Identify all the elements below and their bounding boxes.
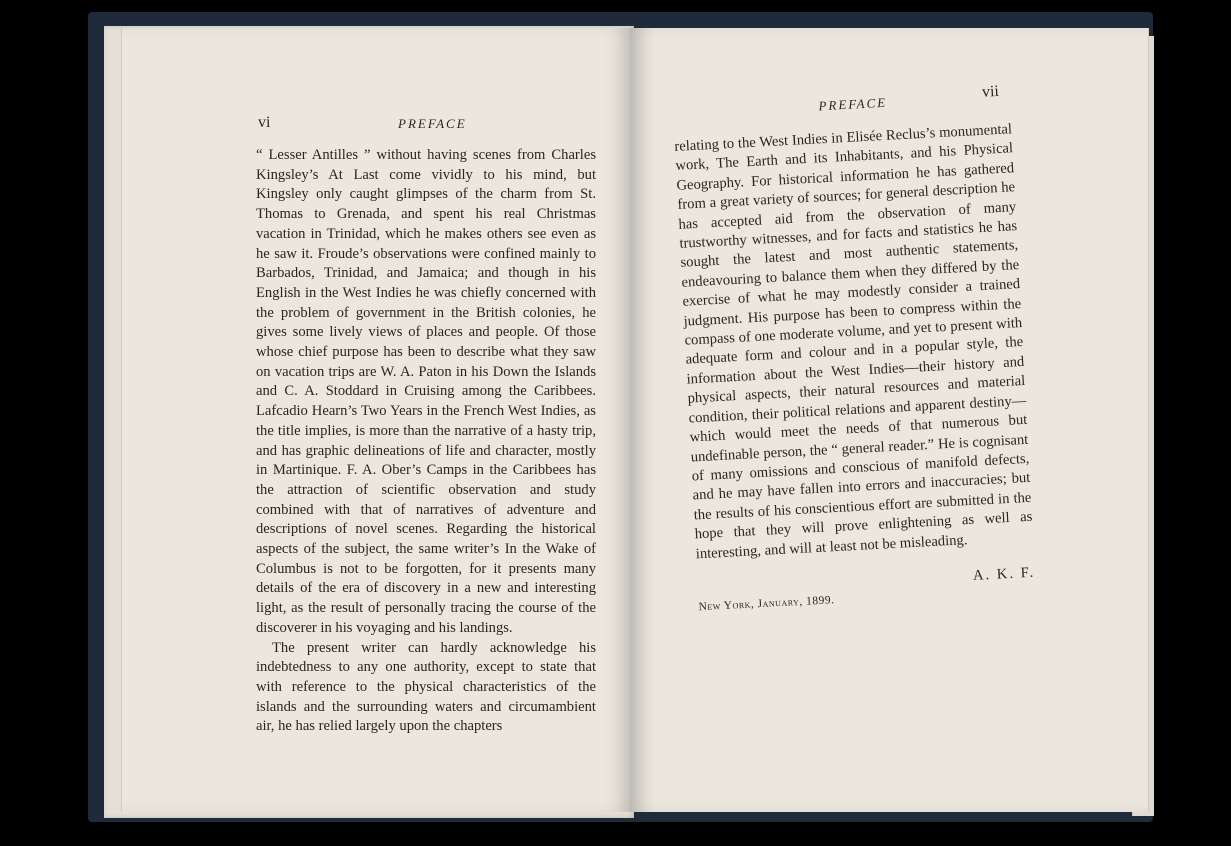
- left-page-header: [256, 114, 596, 136]
- left-page-content: [256, 114, 596, 737]
- right-page-content: [672, 82, 1036, 613]
- paragraph: “ Lesser Antilles ” without having scenes from Charles Kingsley’s At Last come vividly to his mind, but Kingsley only caught glimpses of the charm from St. Thomas to Grenada, and spent his real Christmas vacation in Trinidad, which he makes others see even as he saw it. Froude’s observations were confined mainly to Barbados, Trinidad, and Jamaica; and though in his English in the West Indies he was chiefly concerned with the problem of government in the British colonies, he gives some lively views of places and people. Of those whose chief purpose has been to describe what they saw on vacation trips are W. A. Paton in his Down the Islands and C. A. Stoddard in Cruising among the Caribbees. Lafcadio Hearn’s Two Years in the French West Indies, as the title implies, is more than the narrative of a hasty trip, and has graphic delineations of life and character, mostly in Martinique. F. A. Ober’s Camps in the Caribbees has the attraction of scientific observation and study combined with that of narratives of adventure and descriptions of novel scenes. Regarding the historical aspects of the subject, the same writer’s In the Wake of Columbus is not to be forgotten, for it presents many details of the era of discovery in a new and interesting light, as the result of personally tracing the course of the discoverer in his voyaging and his landings.: [256, 147, 596, 636]
- dateline: New York, January, 1899.: [698, 594, 835, 614]
- paragraph: The present writer can hardly acknowledge his indebtedness to any one authority, except to state that with reference to the physical characteristics of the islands and the surrounding waters and circumambient air, he has relied largely upon the chapters: [256, 639, 596, 735]
- author-initials: A. K. F.: [972, 564, 1036, 584]
- page-number-right: vii: [981, 82, 1000, 101]
- running-head-right: PREFACE: [818, 94, 888, 114]
- running-head-left: PREFACE: [398, 116, 467, 131]
- page-number-left: vi: [258, 114, 271, 131]
- left-page-body: [256, 146, 596, 737]
- right-page-body: [674, 120, 1034, 564]
- paragraph: relating to the West Indies in Elisée Reclus’s monumental work, The Earth and its Inhabitants, and his Physical Geography. For historical information he has gathered from a great variety of sources; for general description he has accepted aid from the observation of many trustworthy witnesses, and for facts and statistics he has sought the latest and most authentic statements, endeavouring to balance them when they differed by the exercise of what he may modestly consider a trained judgment. His purpose has been to compress within the compass of one moderate volume, and yet to present with adequate form and colour and in a popular style, the information about the West Indies—their history and physical aspects, their natural resources and material condition, their political relations and apparent destiny—which would meet the needs of that numerous but undefinable person, the “ general reader.” He is cognisant of many omissions and conscious of manifold defects, and he may have fallen into errors and inaccuracies; but the results of his conscientious effort are submitted in the hope that they will prove enlightening as well as interesting, and will at least not be misleading.: [674, 121, 1033, 562]
